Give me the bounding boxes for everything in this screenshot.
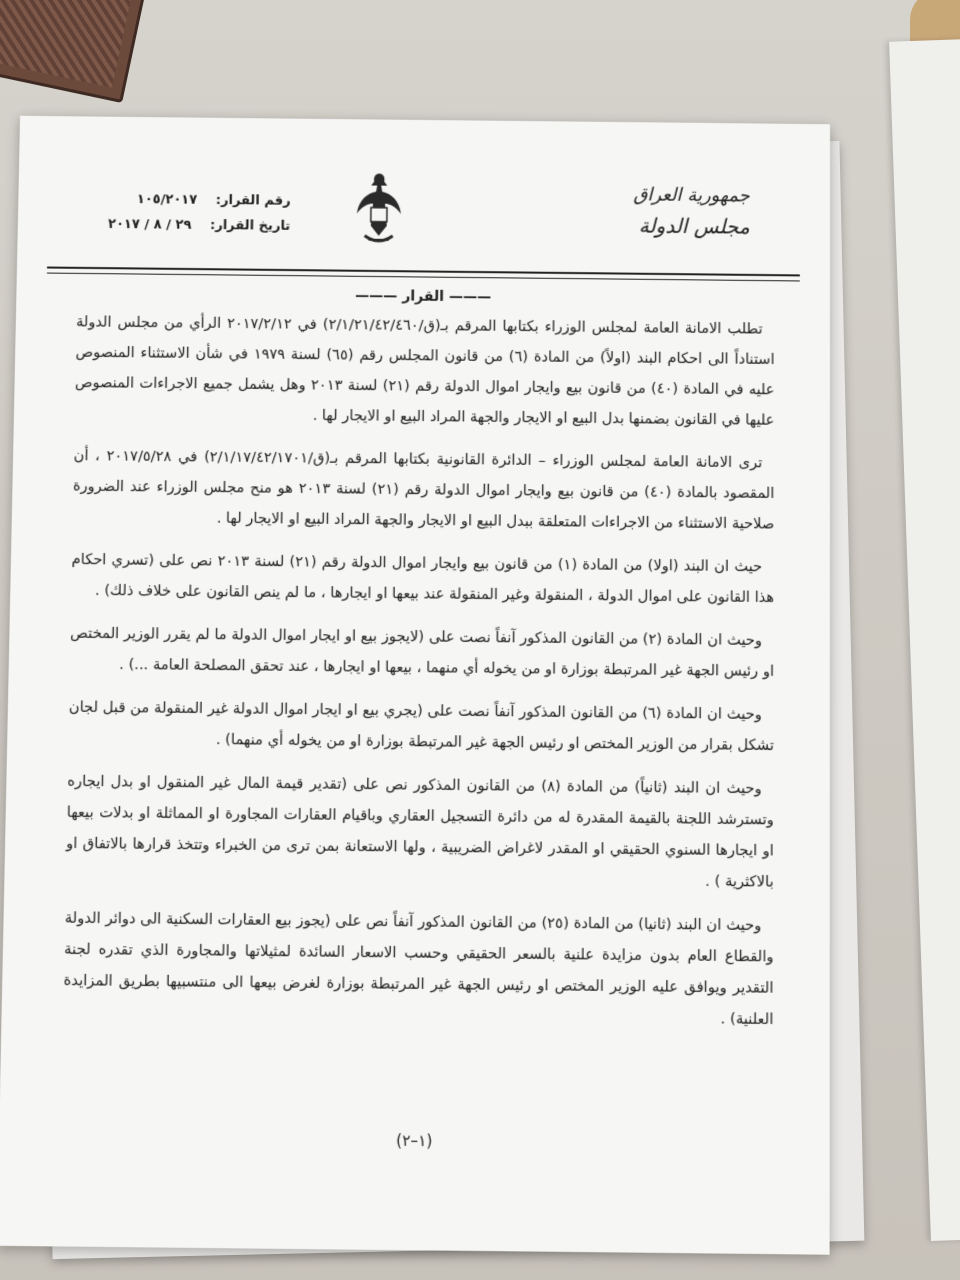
eagle-emblem-icon: [348, 169, 409, 250]
document-body: [62, 307, 774, 1048]
paragraph: وحيث ان المادة (٢) من القانون المذكور آنفاً نصت على (لايجوز بيع او ايجار اموال الدولة ما لم يقرر الوزير المختص او رئيس الجهة غير المرتبطة بوزارة او من يخوله أي منهما ، بيعها او ايجارها ، عند تحقق المصلحة العامة ...) .: [70, 625, 775, 681]
decision-number-value: ١٠٥/٢٠١٧: [136, 192, 198, 208]
title-text: القرار: [402, 288, 445, 305]
organization-name: [633, 184, 750, 238]
decision-date-value: ٢٩ / ٨ / ٢٠١٧: [107, 216, 192, 233]
org-council: مجلس الدولة: [638, 213, 750, 239]
org-country: جمهورية العراق: [633, 184, 750, 207]
paragraph: حيث ان البند (اولا) من المادة (١) من قانون بيع وايجار اموال الدولة رقم (٢١) لسنة ٢٠١٣ نص على (تسري احكام هذا القانون على اموال الدولة ، المنقولة وغير المنقولة عند بيعها او ايجارها ، ما لم ينص القانون على خلاف ذلك) .: [71, 551, 775, 607]
decision-date-row: [108, 217, 290, 234]
paragraph: وحيث ان المادة (٦) من القانون المذكور آنفاً نصت على (يجري بيع او ايجار اموال الدولة غير المنقولة من قبل لجان تشكل بقرار من الوزير المختص او رئيس الجهة غير المرتبطة بوزارة او من يخوله أي منهما) .: [68, 699, 774, 755]
paragraph: ترى الامانة العامة لمجلس الوزراء – الدائرة القانونية بكتابها المرقم بـ(ق/٢/١/١٧/٤٢/١٧٠١) في ٢٠١٧/٥/٢٨ ، أن المقصود بالمادة (٤٠) من قانون بيع وايجار اموال الدولة رقم (٢١) لسنة ٢٠١٣ هو منح مجلس الوزراء عند الضرورة صلاحية الاستثناء من الاجراءات المتعلقة ببدل البيع او الايجار والجهة المراد البيع او الايجار لها .: [72, 447, 775, 533]
paragraph: وحيث ان البند (ثانياً) من المادة (٨) من القانون المذكور نص على (تقدير قيمة المال غير المنقول او بدل ايجاره وتسترشد اللجنة بالقيمة المقدرة له من دائرة التسجيل العقاري وباقيام العقارات المجاورة او المماثلة او بدلات بيعها او ايجارها السنوي الحقيقي او المقدر لاغراض الضريبية ، ولها الاستعانة بمن ترى من الخبراء وتتخذ قرارها بالاتفاق او بالاكثرية ) .: [66, 773, 774, 891]
page-number: (١–٢): [396, 1131, 433, 1151]
letterhead: [17, 156, 830, 285]
decision-number-label: رقم القرار:: [215, 192, 291, 209]
document-page: [0, 116, 830, 1255]
decision-meta: [108, 192, 291, 244]
paragraph: تطلب الامانة العامة لمجلس الوزراء بكتابها المرقم بـ(ق/٢/١/٢١/٤٢/٤٦٠) في ٢٠١٧/٢/١٢ الرأي من مجلس الدولة استناداً الى احكام البند (اولاً) من المادة (٦) من قانون المجلس رقم (٦٥) لسنة ١٩٧٩ في شأن الاستثناء المنصوص عليه في المادة (٤٠) من قانون بيع وايجار اموال الدولة رقم (٢١) لسنة ٢٠١٣ وهل يشمل جميع الاجراءات المنصوص عليها في القانون بضمنها بدل البيع او الايجار والجهة المراد البيع او الايجار لها .: [74, 314, 775, 429]
decision-date-label: تاريخ القرار:: [209, 217, 291, 234]
paragraph: وحيث ان البند (ثانيا) من المادة (٢٥) من القانون المذكور آنفاً نص على (يجوز بيع العقارات السكنية الى دوائر الدولة والقطاع العام بدون مزايدة علنية بالسعر الحقيقي وحسب الاسعار السائدة لمثيلاتها والمجاورة الذي تقدره لجنة التقدير ويوافق عليه الوزير المختص او رئيس الجهة غير المرتبطة بوزارة لغرض بيعها الى منتسبيها بطريق المزايدة العلنية) .: [63, 910, 774, 1029]
decision-number-row: [108, 192, 290, 209]
document-title: ——— القرار ———: [355, 287, 492, 306]
